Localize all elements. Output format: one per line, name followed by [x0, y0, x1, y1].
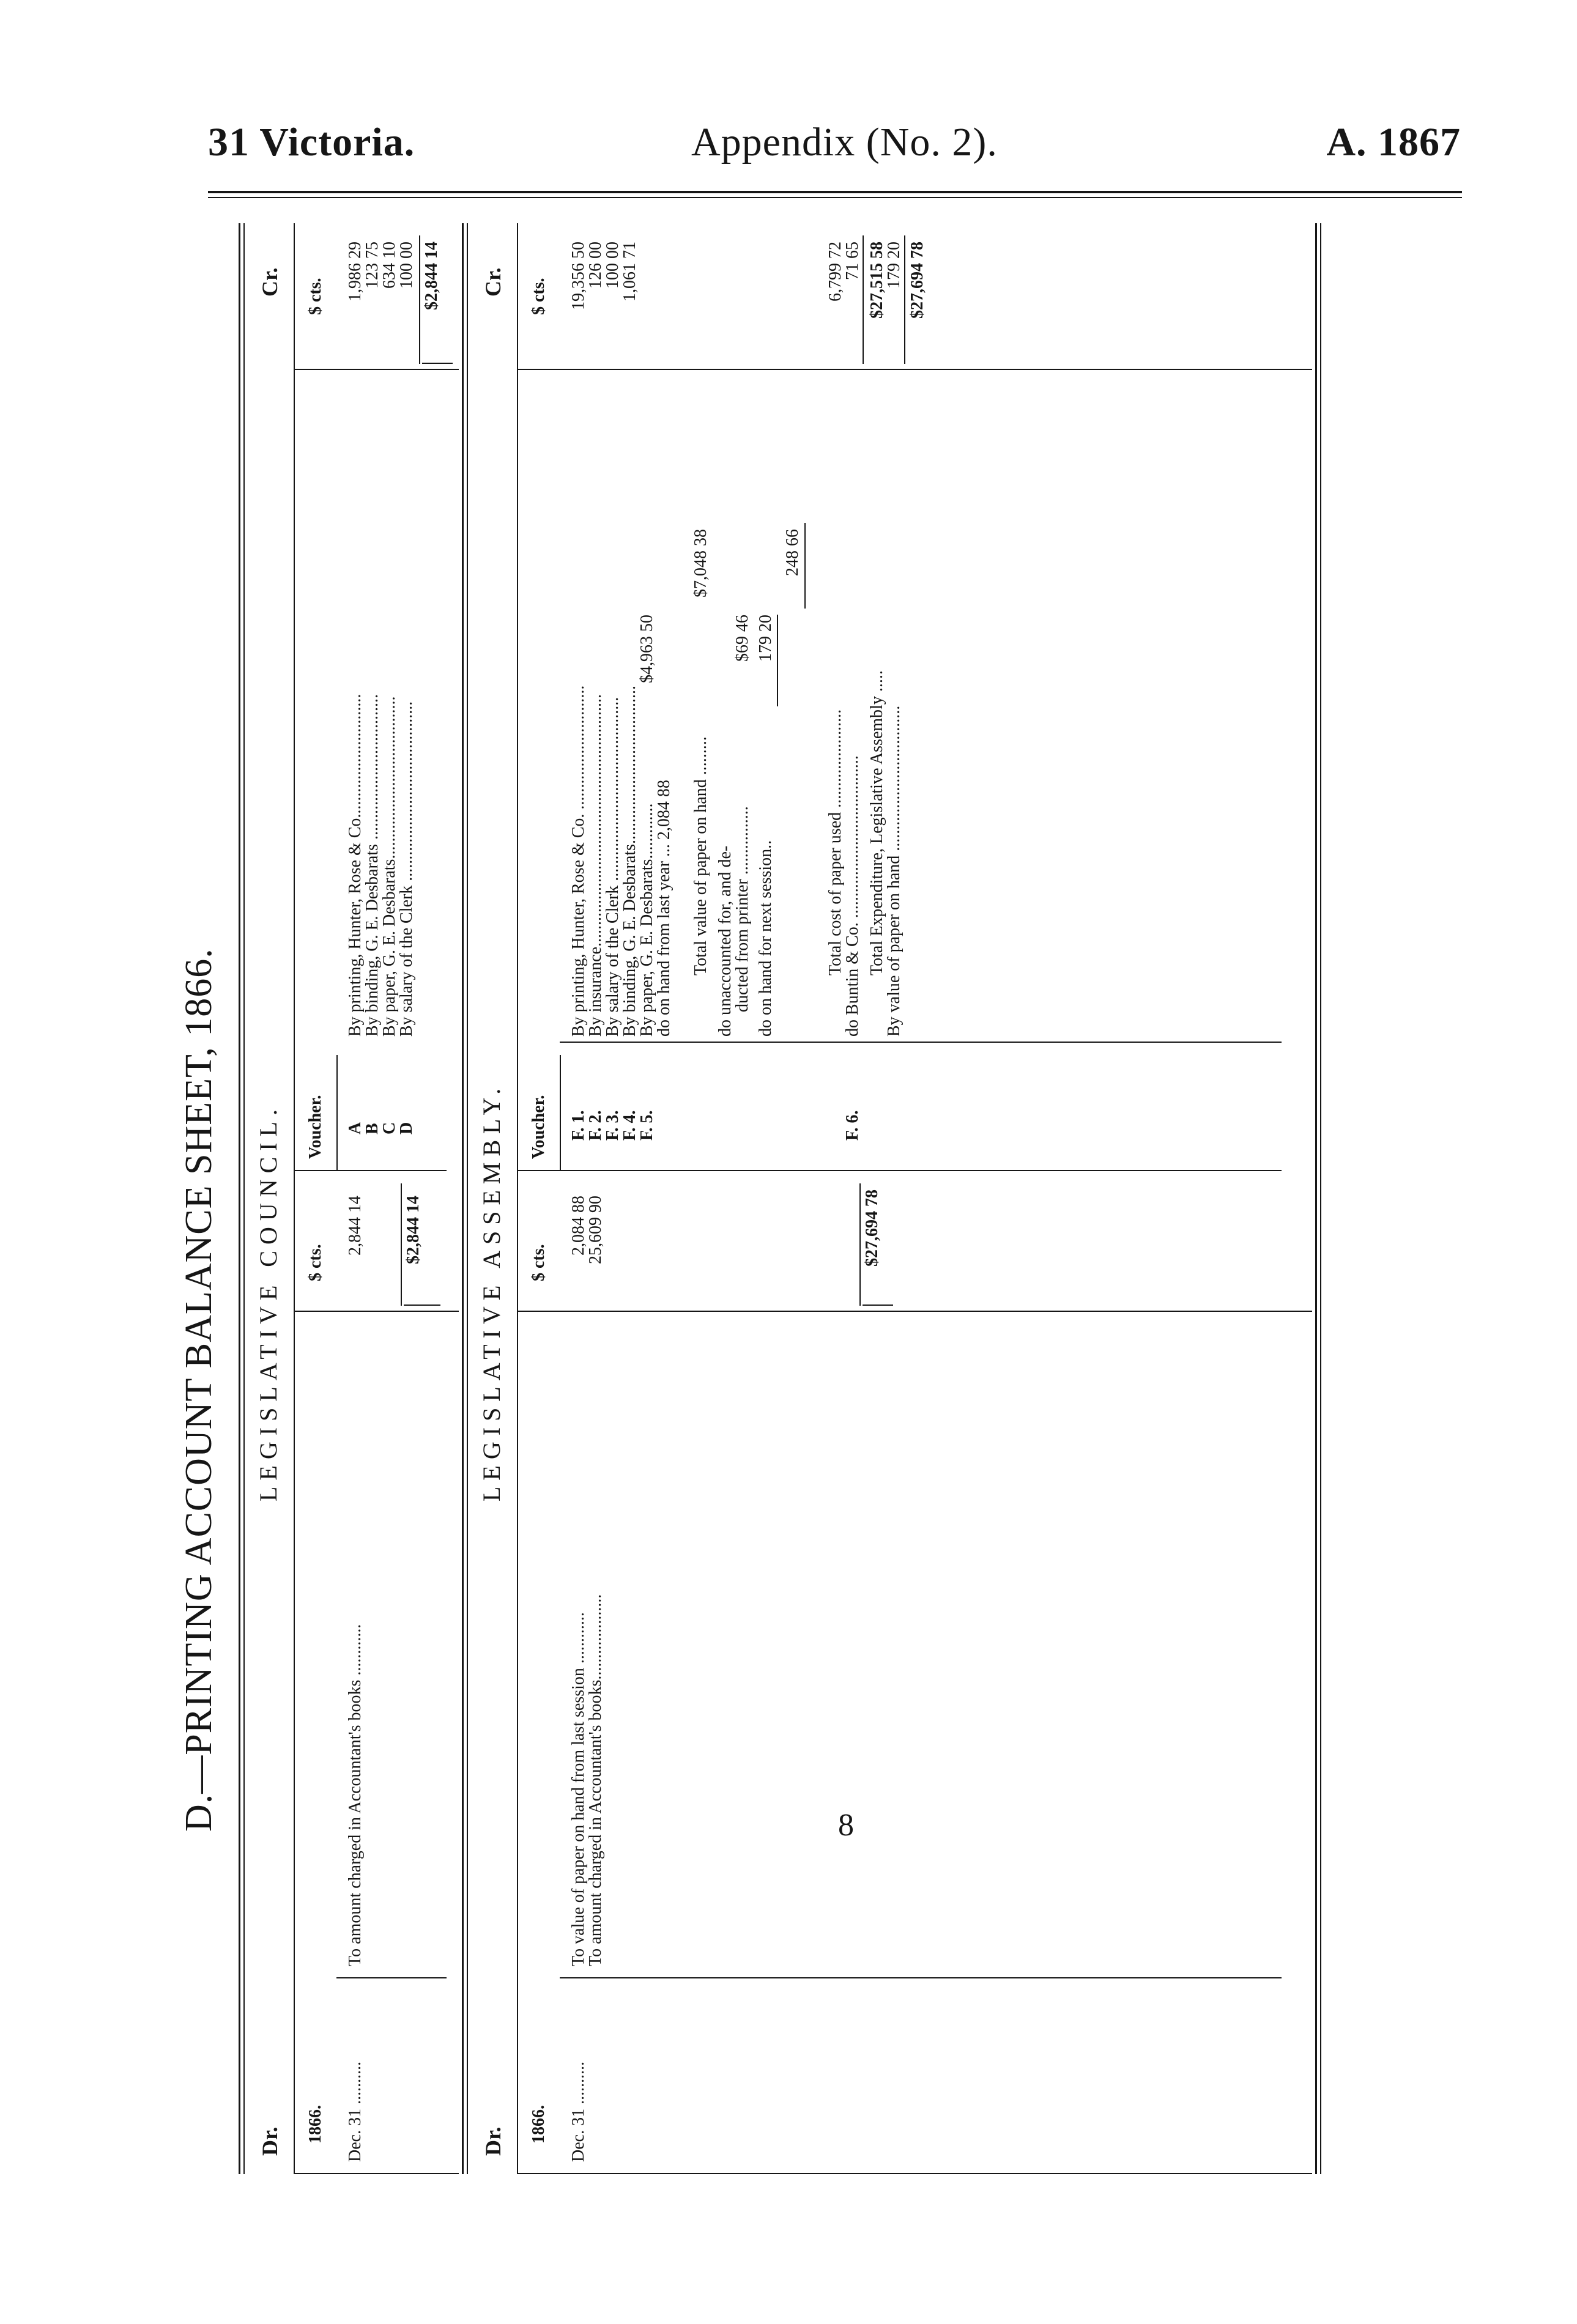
assembly-debit-dollar-header: $ cts.: [529, 1244, 548, 1281]
assembly-credit-7-text: Total value of paper on hand .........: [691, 736, 710, 975]
council-credit-d-amount: 100 00: [397, 242, 416, 289]
assembly-credit-12-text: Total cost of paper used .......................: [826, 709, 845, 975]
header-rule: [208, 191, 1462, 193]
assembly-credit-2-amount: 126 00: [586, 242, 605, 289]
ledger-rotated: [177, 223, 1450, 2174]
assembly-credit-9-sub: $69 46: [733, 615, 752, 662]
assembly-voucher-f4: F. 4.: [620, 1110, 639, 1141]
assembly-debit-date: Dec. 31 ..........: [569, 2061, 588, 2162]
assembly-credit-4-amount: 1,061 71: [620, 242, 639, 302]
assembly-credit-3-text: By salary of the Clerk ...........................................: [603, 697, 622, 1037]
council-voucher-a: A: [346, 1122, 365, 1134]
assembly-voucher-f5: F. 5.: [637, 1110, 656, 1141]
assembly-credit-12-amount: 6,799 72: [826, 242, 845, 302]
assembly-subtotal-label: Total Expenditure, Legislative Assembly .....: [867, 670, 886, 975]
assembly-credit-9-text: ducted from printer ................: [733, 806, 752, 1012]
assembly-credit-10-text: do on hand for next session..: [756, 840, 775, 1037]
council-debit-dollar-header: $ cts.: [306, 1244, 325, 1281]
assembly-subtotal: $27,515 58: [867, 242, 886, 319]
assembly-dr-label: Dr.: [481, 2126, 505, 2156]
assembly-voucher-f6: F. 6.: [843, 1110, 862, 1141]
assembly-credit-dollar-header: $ cts.: [529, 278, 548, 315]
assembly-credit-2-text: By insurance...........................................................: [586, 694, 605, 1037]
assembly-credit-8-text: do unaccounted for, and de-: [716, 845, 735, 1037]
council-voucher-header: Voucher.: [306, 1095, 325, 1159]
assembly-year: 1866.: [529, 2105, 548, 2144]
council-credit-total: $2,844 14: [422, 242, 441, 310]
assembly-voucher-f1: F. 1.: [569, 1110, 588, 1141]
council-credit-d-text: By salary of the Clerk ..........................................: [397, 701, 416, 1037]
council-credit-b-text: By binding, G. E. Desbarats ..................................: [363, 694, 382, 1037]
assembly-credit-13-amount: 71 65: [843, 242, 862, 280]
assembly-paper-on-hand: 179 20: [885, 242, 904, 289]
page-title: D.—PRINTING ACCOUNT BALANCE SHEET, 1866.: [178, 948, 220, 1832]
council-credit-b-amount: 123 75: [363, 242, 382, 289]
council-debit-amount: 2,844 14: [346, 1196, 365, 1256]
assembly-credit-11-sub: 248 66: [783, 529, 802, 576]
header-rule-thin: [208, 197, 1462, 198]
council-voucher-c: C: [380, 1122, 399, 1134]
assembly-credit-7-sub: $7,048 38: [691, 529, 710, 598]
assembly-credit-6-text: do on hand from last year ... 2,084 88: [655, 780, 673, 1037]
assembly-debit-2-amount: 25,609 90: [586, 1196, 605, 1264]
assembly-credit-5-sub: $4,963 50: [637, 615, 656, 683]
council-year: 1866.: [306, 2105, 325, 2144]
council-debit-text: To amount charged in Accountant's books ............: [346, 1624, 365, 1966]
assembly-credit-13-text: do Buntin & Co. ......................................: [843, 755, 862, 1037]
header-left: 31 Victoria.: [208, 120, 415, 165]
assembly-cr-label: Cr.: [481, 267, 505, 297]
assembly-credit-3-amount: 100 00: [603, 242, 622, 289]
header-center: Appendix (No. 2).: [691, 120, 998, 165]
council-dr-label: Dr.: [258, 2126, 282, 2156]
assembly-debit-2-text: To amount charged in Accountant's books....................: [586, 1594, 605, 1966]
council-credit-c-amount: 634 10: [380, 242, 399, 289]
council-credit-a-amount: 1,986 29: [346, 242, 365, 302]
council-voucher-b: B: [363, 1123, 382, 1134]
council-debit-total: $2,844 14: [404, 1196, 423, 1264]
assembly-credit-5-text: By paper, G. E. Desbarats.............: [637, 803, 656, 1037]
assembly-debit-total: $27,694 78: [863, 1190, 881, 1267]
assembly-debit-1-amount: 2,084 88: [569, 1196, 588, 1256]
page-number: 8: [838, 1808, 854, 1843]
council-credit-c-text: By paper, G. E. Desbarats......................................: [380, 696, 399, 1037]
assembly-credit-4-text: By binding, G. E. Desbarats.....................................: [620, 686, 639, 1037]
assembly-voucher-f3: F. 3.: [603, 1110, 622, 1141]
assembly-voucher-header: Voucher.: [529, 1095, 548, 1159]
council-cr-label: Cr.: [258, 267, 282, 297]
council-section-title: LEGISLATIVE COUNCIL.: [254, 1103, 282, 1501]
assembly-credit-1-text: By printing, Hunter, Rose & Co. .............................: [569, 685, 588, 1037]
assembly-section-title: LEGISLATIVE ASSEMBLY.: [478, 1082, 505, 1501]
assembly-voucher-f2: F. 2.: [586, 1110, 605, 1141]
header-right: A. 1867: [1326, 120, 1461, 165]
council-credit-dollar-header: $ cts.: [306, 278, 325, 315]
assembly-paper-on-hand-label: By value of paper on hand ..................................: [885, 705, 904, 1037]
council-credit-a-text: By printing, Hunter, Rose & Co.............................: [346, 694, 365, 1037]
council-debit-date: Dec. 31 ..........: [346, 2061, 365, 2162]
assembly-credit-total: $27,694 78: [908, 242, 927, 319]
assembly-credit-1-amount: 19,356 50: [569, 242, 588, 310]
assembly-credit-10-sub: 179 20: [756, 615, 775, 662]
assembly-debit-1-text: To value of paper on hand from last session ............: [569, 1612, 588, 1966]
council-voucher-d: D: [397, 1122, 416, 1134]
